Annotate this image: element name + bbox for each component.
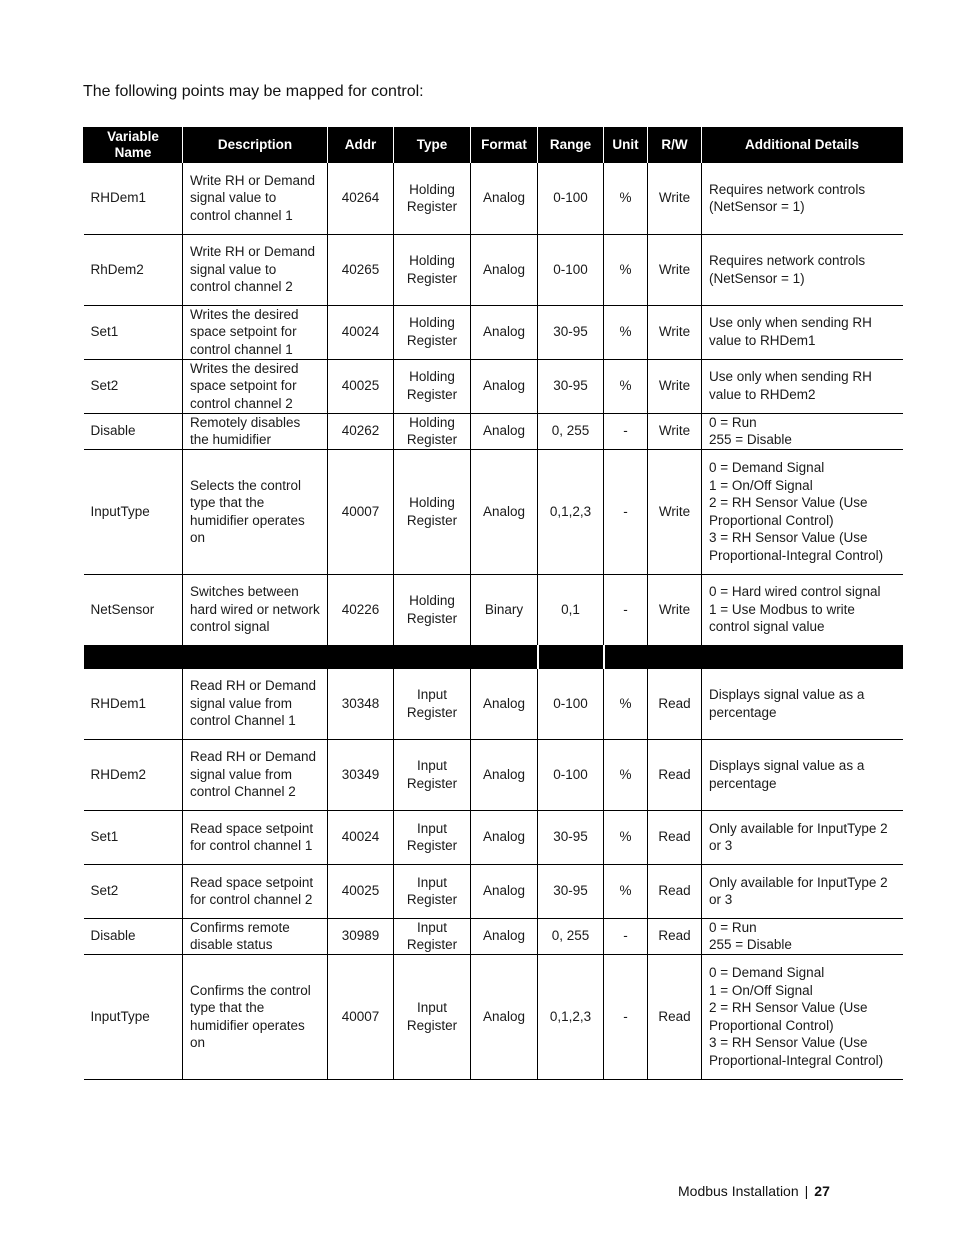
- rw-cell: Write: [648, 574, 702, 645]
- variable-name-cell: NetSensor: [84, 574, 183, 645]
- write-points-body: [84, 163, 903, 645]
- detail-line: Requires network controls (NetSensor = 1): [709, 181, 866, 215]
- addr-cell: 40025: [328, 864, 394, 918]
- unit-cell: %: [604, 668, 648, 739]
- variable-name-cell: Disable: [84, 413, 183, 449]
- type-cell: Holding Register: [394, 234, 471, 305]
- addr-cell: 30989: [328, 918, 394, 954]
- range-cell: 0-100: [538, 163, 604, 234]
- header-description: Description: [183, 127, 328, 163]
- unit-cell: -: [604, 413, 648, 449]
- format-cell: Analog: [471, 163, 538, 234]
- unit-cell: %: [604, 305, 648, 359]
- read-points-body: [84, 668, 903, 1079]
- addr-cell: 40025: [328, 359, 394, 413]
- rw-cell: Read: [648, 739, 702, 810]
- type-cell: Holding Register: [394, 359, 471, 413]
- detail-line: 255 = Disable: [709, 937, 792, 953]
- detail-line: 2 = RH Sensor Value (Use Proportional Control): [709, 1000, 868, 1033]
- rw-cell: Read: [648, 918, 702, 954]
- section-separator: [84, 645, 903, 668]
- detail-line: 0 = Demand Signal: [709, 459, 825, 475]
- unit-cell: %: [604, 864, 648, 918]
- addr-cell: 40024: [328, 305, 394, 359]
- additional-details-cell: [702, 305, 903, 359]
- range-cell: 0,1: [538, 574, 604, 645]
- table-header-row: [84, 127, 903, 163]
- page-number: 27: [814, 1183, 830, 1199]
- detail-line: Displays signal value as a percentage: [709, 687, 865, 720]
- range-cell: 30-95: [538, 359, 604, 413]
- detail-line: Only available for InputType 2 or 3: [709, 820, 888, 854]
- description-cell: Writes the desired space setpoint for control channel 2: [183, 359, 328, 413]
- additional-details-cell: [702, 163, 903, 234]
- additional-details-cell: [702, 810, 903, 864]
- header-additional-details: Additional Details: [702, 127, 903, 163]
- unit-cell: %: [604, 810, 648, 864]
- variable-name-cell: Set1: [84, 810, 183, 864]
- separator-bar: [84, 645, 903, 668]
- unit-cell: -: [604, 574, 648, 645]
- format-cell: Analog: [471, 918, 538, 954]
- format-cell: Analog: [471, 739, 538, 810]
- format-cell: Analog: [471, 305, 538, 359]
- format-cell: Analog: [471, 359, 538, 413]
- rw-cell: Read: [648, 954, 702, 1079]
- range-cell: 0, 255: [538, 918, 604, 954]
- addr-cell: 30349: [328, 739, 394, 810]
- additional-details-cell: [702, 359, 903, 413]
- page-footer: [678, 1183, 830, 1199]
- detail-line: 1 = On/Off Signal: [709, 982, 813, 998]
- table-row: [84, 413, 903, 449]
- table-row: [84, 810, 903, 864]
- range-cell: 0,1,2,3: [538, 449, 604, 574]
- type-cell: Input Register: [394, 739, 471, 810]
- variable-name-cell: Disable: [84, 918, 183, 954]
- variable-name-cell: RHDem1: [84, 163, 183, 234]
- variable-name-cell: RHDem1: [84, 668, 183, 739]
- range-cell: 0,1,2,3: [538, 954, 604, 1079]
- rw-cell: Write: [648, 163, 702, 234]
- detail-line: 3 = RH Sensor Value (Use Proportional-Integral Control): [709, 530, 884, 563]
- table-row: [84, 305, 903, 359]
- footer-separator: |: [804, 1183, 809, 1199]
- detail-line: 1 = On/Off Signal: [709, 477, 813, 493]
- rw-cell: Write: [648, 305, 702, 359]
- additional-details-cell: [702, 574, 903, 645]
- type-cell: Input Register: [394, 918, 471, 954]
- addr-cell: 40264: [328, 163, 394, 234]
- type-cell: Input Register: [394, 668, 471, 739]
- format-cell: Analog: [471, 413, 538, 449]
- rw-cell: Write: [648, 359, 702, 413]
- description-cell: Read RH or Demand signal value from control Channel 2: [183, 739, 328, 810]
- header-rw: R/W: [648, 127, 702, 163]
- description-cell: Confirms the control type that the humidifier operates on: [183, 954, 328, 1079]
- format-cell: Analog: [471, 864, 538, 918]
- addr-cell: 40226: [328, 574, 394, 645]
- footer-section-title: Modbus Installation: [678, 1183, 799, 1199]
- rw-cell: Write: [648, 449, 702, 574]
- separator-segment: [538, 645, 604, 668]
- header-variable-name: Variable Name: [84, 127, 183, 163]
- table-row: [84, 954, 903, 1079]
- unit-cell: -: [604, 449, 648, 574]
- type-cell: Holding Register: [394, 449, 471, 574]
- range-cell: 30-95: [538, 810, 604, 864]
- table-row: [84, 918, 903, 954]
- intro-text: The following points may be mapped for control:: [83, 83, 424, 100]
- modbus-points-table: [83, 127, 903, 1080]
- detail-line: Only available for InputType 2 or 3: [709, 874, 888, 908]
- variable-name-cell: Set2: [84, 864, 183, 918]
- type-cell: Holding Register: [394, 574, 471, 645]
- description-cell: Read space setpoint for control channel 2: [183, 864, 328, 918]
- description-cell: Writes the desired space setpoint for control channel 1: [183, 305, 328, 359]
- addr-cell: 40265: [328, 234, 394, 305]
- range-cell: 0, 255: [538, 413, 604, 449]
- type-cell: Holding Register: [394, 163, 471, 234]
- type-cell: Holding Register: [394, 413, 471, 449]
- detail-line: Use only when sending RH value to RHDem2: [709, 369, 872, 402]
- detail-line: 3 = RH Sensor Value (Use Proportional-Integral Control): [709, 1035, 884, 1069]
- detail-line: 0 = Demand Signal: [709, 965, 825, 981]
- detail-line: Use only when sending RH value to RHDem1: [709, 315, 872, 348]
- additional-details-cell: [702, 918, 903, 954]
- description-cell: Switches between hard wired or network control signal: [183, 574, 328, 645]
- table-row: [84, 359, 903, 413]
- detail-line: 0 = Hard wired control signal: [709, 584, 881, 600]
- format-cell: Analog: [471, 234, 538, 305]
- description-cell: Selects the control type that the humidifier operates on: [183, 449, 328, 574]
- rw-cell: Write: [648, 413, 702, 449]
- type-cell: Input Register: [394, 864, 471, 918]
- description-cell: Read space setpoint for control channel 1: [183, 810, 328, 864]
- additional-details-cell: [702, 234, 903, 305]
- variable-name-cell: RhDem2: [84, 234, 183, 305]
- addr-cell: 30348: [328, 668, 394, 739]
- additional-details-cell: [702, 864, 903, 918]
- range-cell: 30-95: [538, 864, 604, 918]
- description-cell: Remotely disables the humidifier: [183, 413, 328, 449]
- additional-details-cell: [702, 739, 903, 810]
- separator-segment: [604, 645, 903, 668]
- rw-cell: Write: [648, 234, 702, 305]
- detail-line: 0 = Run: [709, 919, 757, 935]
- format-cell: Binary: [471, 574, 538, 645]
- unit-cell: %: [604, 359, 648, 413]
- format-cell: Analog: [471, 449, 538, 574]
- range-cell: 0-100: [538, 668, 604, 739]
- additional-details-cell: [702, 954, 903, 1079]
- addr-cell: 40007: [328, 449, 394, 574]
- description-cell: Confirms remote disable status: [183, 918, 328, 954]
- rw-cell: Read: [648, 810, 702, 864]
- description-cell: Write RH or Demand signal value to control channel 2: [183, 234, 328, 305]
- range-cell: 30-95: [538, 305, 604, 359]
- format-cell: Analog: [471, 810, 538, 864]
- table-row: [84, 668, 903, 739]
- table-row: [84, 163, 903, 234]
- header-addr: Addr: [328, 127, 394, 163]
- detail-line: Displays signal value as a percentage: [709, 758, 865, 791]
- addr-cell: 40262: [328, 413, 394, 449]
- range-cell: 0-100: [538, 739, 604, 810]
- description-cell: Read RH or Demand signal value from control Channel 1: [183, 668, 328, 739]
- rw-cell: Read: [648, 668, 702, 739]
- detail-line: 2 = RH Sensor Value (Use Proportional Control): [709, 495, 868, 528]
- additional-details-cell: [702, 668, 903, 739]
- format-cell: Analog: [471, 954, 538, 1079]
- header-unit: Unit: [604, 127, 648, 163]
- unit-cell: -: [604, 954, 648, 1079]
- addr-cell: 40007: [328, 954, 394, 1079]
- table-row: [84, 234, 903, 305]
- type-cell: Input Register: [394, 810, 471, 864]
- additional-details-cell: [702, 413, 903, 449]
- variable-name-cell: InputType: [84, 954, 183, 1079]
- variable-name-cell: Set1: [84, 305, 183, 359]
- separator-segment: [84, 645, 538, 668]
- header-range: Range: [538, 127, 604, 163]
- unit-cell: %: [604, 234, 648, 305]
- variable-name-cell: Set2: [84, 359, 183, 413]
- unit-cell: %: [604, 739, 648, 810]
- type-cell: Holding Register: [394, 305, 471, 359]
- header-type: Type: [394, 127, 471, 163]
- format-cell: Analog: [471, 668, 538, 739]
- detail-line: Requires network controls (NetSensor = 1): [709, 252, 866, 286]
- table-row: [84, 739, 903, 810]
- description-cell: Write RH or Demand signal value to control channel 1: [183, 163, 328, 234]
- unit-cell: %: [604, 163, 648, 234]
- detail-line: 255 = Disable: [709, 432, 792, 448]
- addr-cell: 40024: [328, 810, 394, 864]
- detail-line: 1 = Use Modbus to write control signal value: [709, 601, 855, 635]
- header-format: Format: [471, 127, 538, 163]
- range-cell: 0-100: [538, 234, 604, 305]
- additional-details-cell: [702, 449, 903, 574]
- unit-cell: -: [604, 918, 648, 954]
- table-row: [84, 449, 903, 574]
- type-cell: Input Register: [394, 954, 471, 1079]
- variable-name-cell: InputType: [84, 449, 183, 574]
- table-row: [84, 864, 903, 918]
- rw-cell: Read: [648, 864, 702, 918]
- detail-line: 0 = Run: [709, 414, 757, 430]
- table-row: [84, 574, 903, 645]
- variable-name-cell: RHDem2: [84, 739, 183, 810]
